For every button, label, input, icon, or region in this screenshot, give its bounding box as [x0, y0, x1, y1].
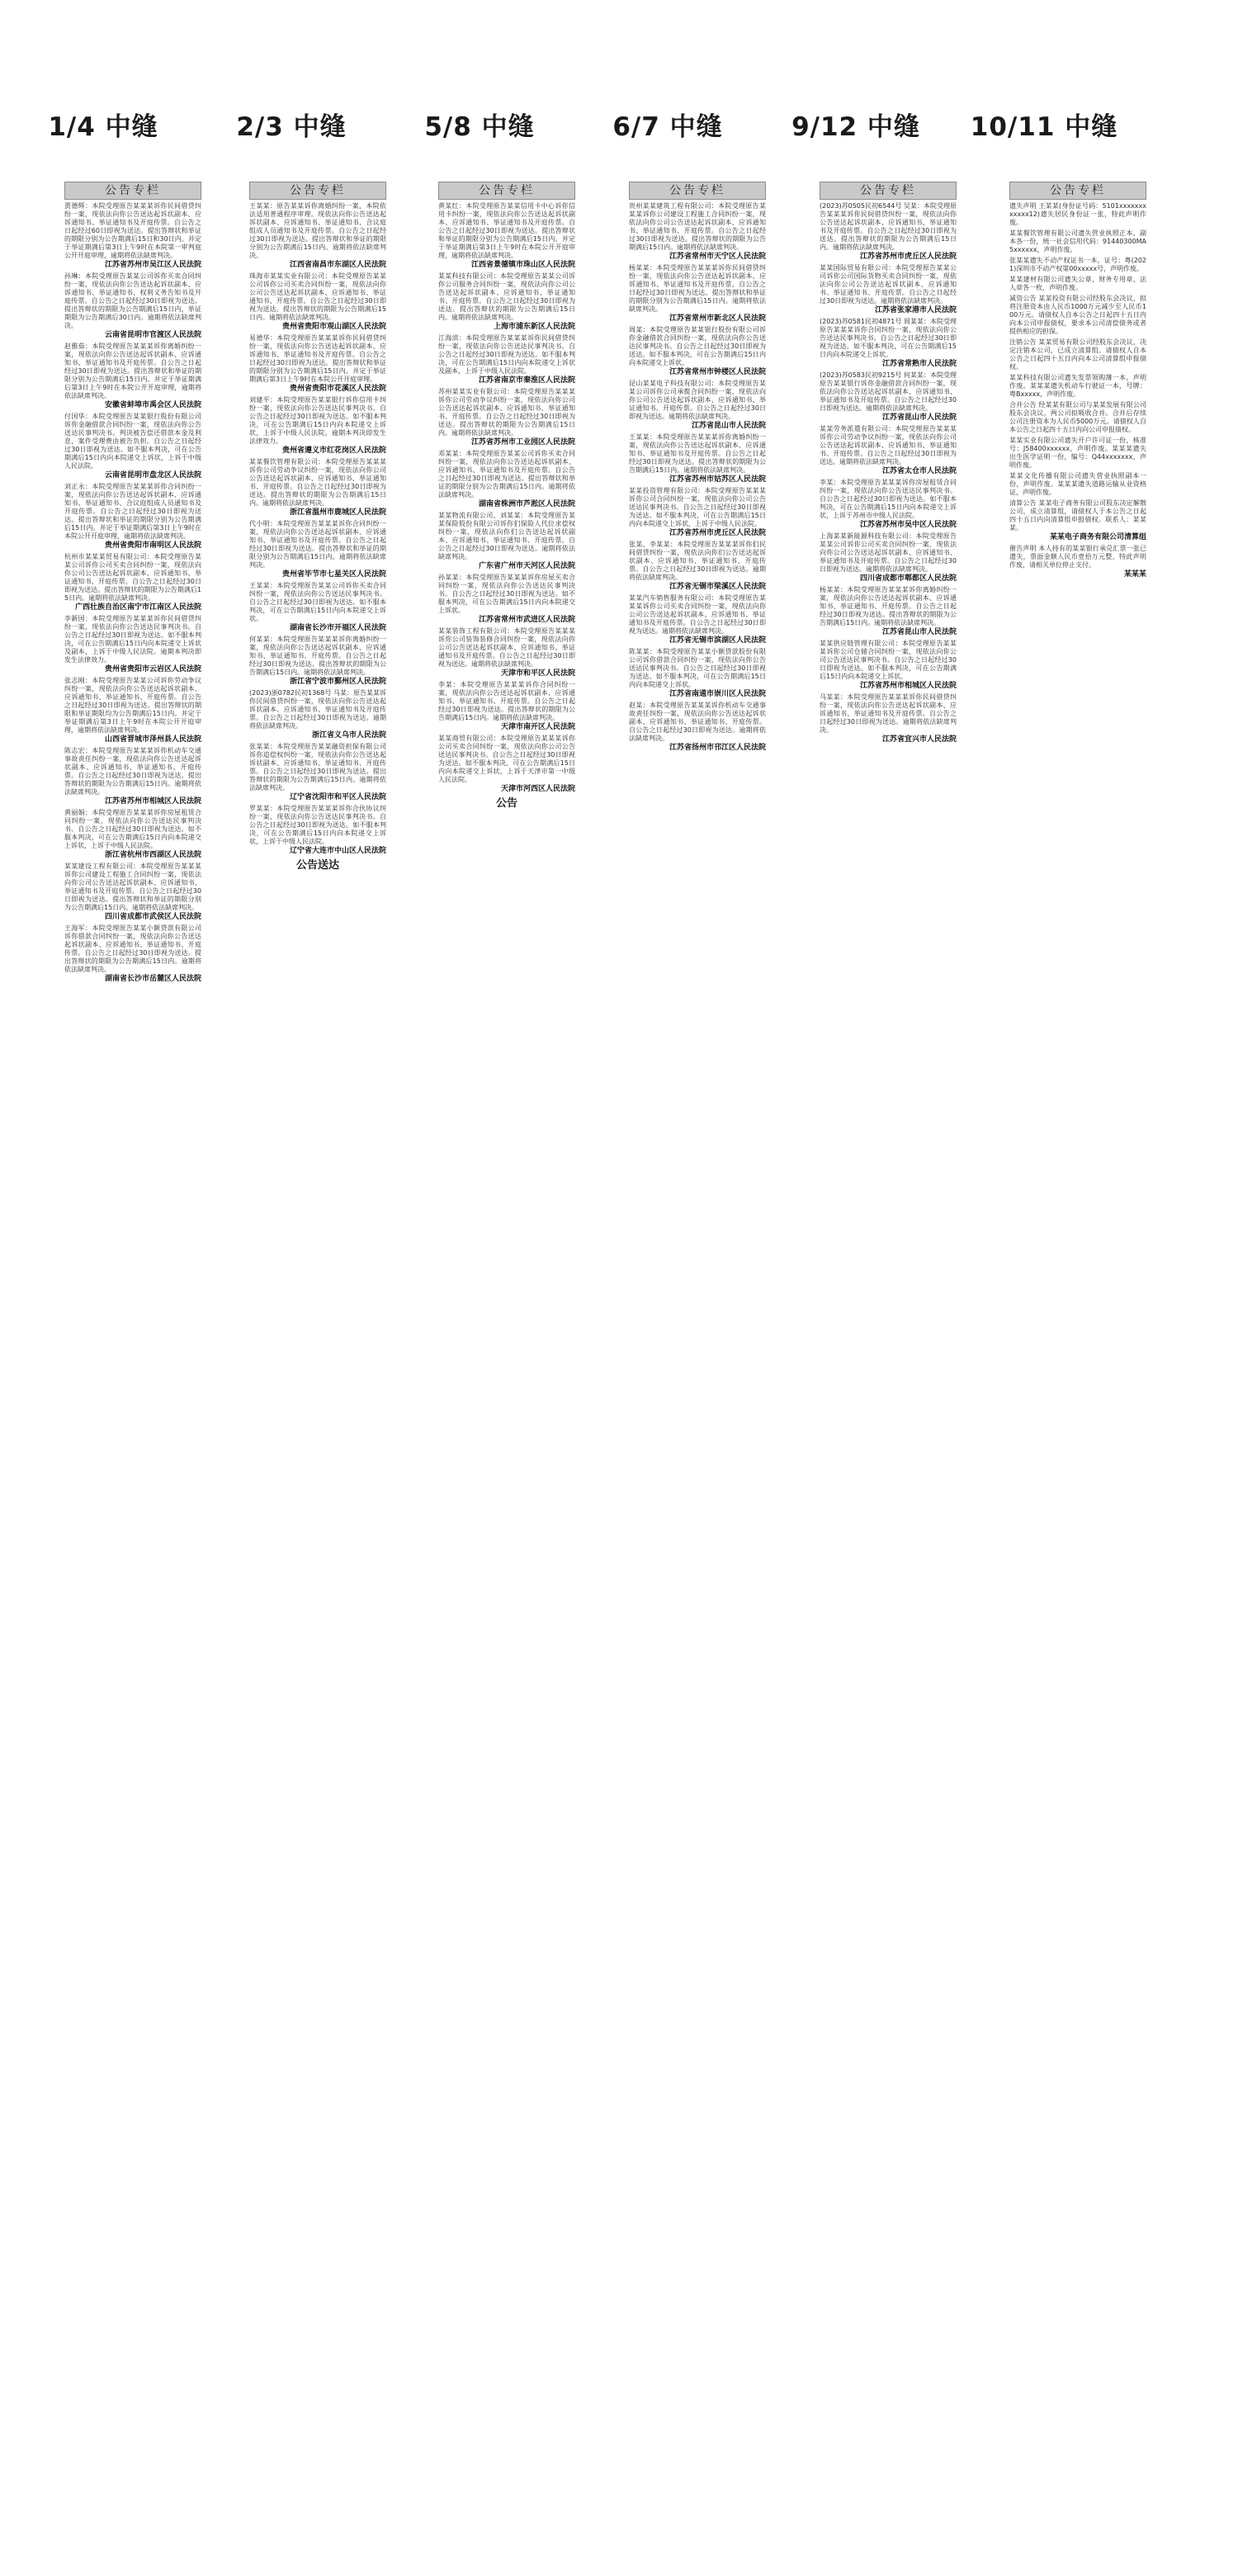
- notice-item: [438, 272, 575, 332]
- column-body: [629, 200, 766, 753]
- notice-item: [1009, 257, 1146, 273]
- notice-item: [1009, 276, 1146, 292]
- column-header: 公告专栏: [1009, 182, 1146, 200]
- notice-issuer: 浙江省温州市鹿城区人民法院: [289, 508, 386, 517]
- notice-issuer: 湖南省长沙市岳麓区人民法院: [104, 975, 201, 983]
- notice-issuer: 江苏省昆山市人民法院: [881, 414, 957, 422]
- notice-text: 易德华：本院受理原告某某某诉你民间借贷纠纷一案，现依法向你公告送达起诉状副本、应诉通知书、举证通知书及开庭传票。自公告之日起经过30日即视为送达。提出答辩状和举证的期限分别为公告期满后15日内。并定于举证期满后第3日上午9时在本院公开开庭审理。: [249, 334, 386, 383]
- column-label-3: 5/8 中缝: [424, 112, 535, 142]
- notice-item: [438, 334, 575, 385]
- notice-item: [1009, 545, 1146, 579]
- notice-issuer: 云南省昆明市盘龙区人民法院: [104, 471, 201, 480]
- notice-item: [438, 735, 575, 794]
- notice-text: 王某某：本院受理原告某某公司诉你买卖合同纠纷一案，现依法向你公告送达民事判决书。自公告之日起经过30日即视为送达。如不服本判决，可在公告期满后15日内向本院递交上诉状。: [249, 582, 386, 622]
- notice-text: 陈某某：本院受理原告某某小额贷款股份有限公司诉你借款合同纠纷一案，现依法向你公告送达民事判决书。自公告之日起经过30日即视为送达。如不服本判决，可在公告期满后15日内向本院递交上诉状。: [629, 648, 766, 688]
- notice-issuer: 广东省广州市天河区人民法院: [478, 562, 575, 570]
- notice-text: 王海军：本院受理原告某某小额贷款有限公司诉你借款合同纠纷一案，现依法向你公告送达起诉状副本、应诉通知书、举证通知书、开庭传票。自公告之日起经过30日即视为送达。提出答辩状的期限为公告期满后15日内。逾期将依法缺席判决。: [64, 924, 201, 973]
- notice-text: 李某：本院受理原告某某某诉你房屋租赁合同纠纷一案，现依法向你公告送达民事判决书。自公告之日起经过30日即视为送达。如不服本判决，可在公告期满后15日内向本院递交上诉状，上诉于苏州市中级人民法院。: [820, 479, 957, 519]
- notice-item: [629, 648, 766, 699]
- notice-issuer: 贵州省毕节市七星关区人民法院: [281, 570, 386, 579]
- notice-item: [64, 863, 201, 922]
- notice-issuer: 江苏省太仓市人民法院: [881, 467, 957, 475]
- notice-text: (2023)苏0505民初6544号 吴某：本院受理原告某某某诉你民间借贷纠纷一案，现依法向你公告送达起诉状副本、应诉通知书、举证通知书及开庭传票。自公告之日起经过30日即视为送达。提出答辩状的期限为公告期满后15日内。逾期将依法缺席判决。: [820, 202, 957, 251]
- notice-item: [1009, 499, 1146, 542]
- section-title: 公告: [495, 797, 517, 810]
- notice-text: 陈志宏：本院受理原告某某某诉你机动车交通事故责任纠纷一案，现依法向你公告送达起诉状副本、应诉通知书、举证通知书、开庭传票。自公告之日起经过30日即视为送达。提出答辩状的期限为公告期满后15日内。逾期将依法缺席判决。: [64, 747, 201, 796]
- notice-column: [64, 182, 201, 2539]
- notice-issuer: 广西壮族自治区南宁市江南区人民法院: [74, 603, 201, 612]
- notice-text: 孙琳：本院受理原告某某公司诉你买卖合同纠纷一案，现依法向你公告送达起诉状副本、应诉通知书、举证通知书、权利义务告知书及开庭传票。自公告之日起经过30日即视为送达。提出答辩状的期限为公告期满后15日内，举证期限为公告期满后30日内。逾期将依法缺席判决。: [64, 272, 201, 329]
- notice-issuer: 贵州省遵义市红花岗区人民法院: [281, 447, 386, 455]
- notice-item: [629, 487, 766, 538]
- notice-item: [820, 202, 957, 262]
- notice-issuer: 贵州省贵阳市云岩区人民法院: [104, 665, 201, 674]
- notice-text: 黄丽娟：本院受理原告某某某诉你房屋租赁合同纠纷一案，现依法向你公告送达民事判决书。自公告之日起经过30日即视为送达。如不服本判决，可在公告期满后15日内向本院递交上诉状，上诉于中级人民法院。: [64, 809, 201, 849]
- notice-item: [64, 809, 201, 860]
- column-body: [1009, 200, 1146, 579]
- notice-text: 昆山某某电子科技有限公司：本院受理原告某某公司诉你公司承揽合同纠纷一案，现依法向你公司公告送达起诉状副本、应诉通知书、举证通知书、开庭传票。自公告之日起经过30日即视为送达。逾期将依法缺席判决。: [629, 380, 766, 420]
- notice-issuer: 上海市浦东新区人民法院: [493, 323, 575, 331]
- notice-text: 李新国：本院受理原告某某某诉你民间借贷纠纷一案，现依法向你公告送达民事判决书。自公告之日起经过30日即视为送达。如不服本判决，可在公告期满后15日内向本院递交上诉状及副本，上诉于中级人民法院。逾期本判决即发生法律效力。: [64, 615, 201, 664]
- notice-text: 清算公告 某某电子商务有限公司股东决定解散公司，成立清算组，请债权人于本公告之日起四十五日内向清算组申报债权。联系人：某某某。: [1009, 499, 1146, 532]
- notice-text: 张某某遗失不动产权证书一本，证号：粤(2021)深圳市不动产权第00xxxxx号，声明作废。: [1009, 257, 1146, 272]
- column-header: 公告专栏: [64, 182, 201, 200]
- notice-item: [1009, 229, 1146, 254]
- notice-issuer: 江苏省昆山市人民法院: [881, 628, 957, 636]
- notice-issuer: 四川省成都市武侯区人民法院: [104, 913, 201, 921]
- notice-text: 邓某某：本院受理原告某某公司诉你买卖合同纠纷一案，现依法向你公告送达起诉状副本、应诉通知书、举证通知书及开庭传票。自公告之日起经过30日即视为送达。提出答辩状和举证的期限分别为公告期满后15日内。逾期将依法缺席判决。: [438, 450, 575, 499]
- notice-text: 张某某：本院受理原告某某融资担保有限公司诉你追偿权纠纷一案，现依法向你公告送达起诉状副本、应诉通知书、举证通知书、开庭传票。自公告之日起经过30日即视为送达。提出答辩状的期限为公告期满后15日内。逾期将依法缺席判决。: [249, 743, 386, 792]
- notice-issuer: 湖南省长沙市开福区人民法院: [289, 624, 386, 632]
- notice-text: (2023)浙0782民初1368号 马某：原告某某诉你民间借贷纠纷一案，现依法向你公告送达起诉状副本、应诉通知书、举证通知书及开庭传票。自公告之日起经过30日即视为送达。逾期将依法缺席判决。: [249, 689, 386, 730]
- notice-text: 张志刚：本院受理原告某某公司诉你劳动争议纠纷一案，现依法向你公告送达起诉状副本、应诉通知书、举证通知书、开庭传票。自公告之日起经过30日即视为送达。提出答辩状的期限和举证期限均为公告期满后15日内。并定于举证期满后第3日上午9时在本院公开开庭审理，逾期将依法缺席判决。: [64, 677, 201, 734]
- notice-issuer: 江苏省苏州市吴中区人民法院: [859, 521, 957, 529]
- notice-issuer: 江苏省无锡市滨湖区人民法院: [669, 636, 766, 645]
- notice-issuer: 江苏省南通市崇川区人民法院: [669, 690, 766, 698]
- column-header: 公告专栏: [438, 182, 575, 200]
- notice-item: [64, 202, 201, 270]
- notice-item: [629, 380, 766, 431]
- notice-text: 苏州某某实业有限公司：本院受理原告某某某诉你公司劳动争议纠纷一案，现依法向你公司公告送达起诉状副本、应诉通知书、举证通知书、开庭传票。自公告之日起经过30日即视为送达。提出答辩状的期限为公告期满后15日内。逾期将依法缺席判决。: [438, 388, 575, 437]
- notice-text: 江海滨：本院受理原告某某某诉你民间借贷纠纷一案，现依法向你公告送达民事判决书。自公告之日起经过30日即视为送达。如不服本判决，可在公告期满后15日内向本院递交上诉状及副本，上诉于中级人民法院。: [438, 334, 575, 375]
- column-header: 公告专栏: [820, 182, 957, 200]
- notice-text: 刘正永：本院受理原告某某某诉你合同纠纷一案，现依法向你公告送达起诉状副本、应诉通知书、举证通知书、合议庭组成人员通知书及开庭传票。自公告之日起经过30日即视为送达。提出答辩状和举证的期限分别为公告期满后15日内。并定于举证期满后第3日上午9时在本院公开开庭审理，逾期将依法缺席判决。: [64, 483, 201, 540]
- notice-item: [249, 520, 386, 579]
- notice-issuer: 贵州省贵阳市南明区人民法院: [104, 541, 201, 550]
- notice-item: [64, 677, 201, 744]
- notice-column: [820, 182, 957, 2539]
- notice-issuer: 江苏省苏州市虎丘区人民法院: [669, 529, 766, 537]
- notice-item: [249, 272, 386, 332]
- notice-item: [820, 693, 957, 744]
- notice-issuer: 山西省晋城市泽州县人民法院: [104, 735, 201, 744]
- notice-issuer: 四川省成都市郫都区人民法院: [859, 574, 957, 583]
- notice-text: 某某科技有限公司：本院受理原告某某公司诉你公司服务合同纠纷一案，现依法向你公司公告送达起诉状副本、应诉通知书、举证通知书、开庭传票。自公告之日起经过30日即视为送达。提出答辩状的期限为公告期满后15日内。逾期将依法缺席判决。: [438, 272, 575, 321]
- notice-issuer: 天津市南开区人民法院: [500, 723, 575, 731]
- notice-issuer: 江苏省苏州市虎丘区人民法院: [859, 253, 957, 261]
- column-label-6: 10/11 中缝: [970, 112, 1118, 142]
- notice-item: [629, 264, 766, 324]
- notice-text: 某某文化传播有限公司遗失营业执照副本一份，声明作废。某某某遗失道路运输从业资格证，声明作废。: [1009, 472, 1146, 496]
- notice-text: 贾德辉：本院受理原告某某某诉你民间借贷纠纷一案，现依法向你公告送达起诉状副本、应诉通知书、举证通知书及开庭传票。自公告之日起经过60日即视为送达。提出答辩状和举证的期限分别为公告期满后15日和30日内。并定于举证期满后第3日上午9时在本院第一审判庭公开开庭审理，逾期将依法缺席判决。: [64, 202, 201, 259]
- notice-issuer: 江苏省张家港市人民法院: [874, 306, 957, 314]
- notice-issuer: 江苏省苏州市相城区人民法院: [859, 682, 957, 690]
- notice-text: 遗失声明 王某某(身份证号码：5101xxxxxxxxxxxx12)遗失居民身份证一张，特此声明作废。: [1009, 202, 1146, 226]
- notice-item: [64, 615, 201, 674]
- notice-item: [438, 450, 575, 509]
- notice-issuer: 贵州省贵阳市观山湖区人民法院: [281, 323, 386, 331]
- notice-item: [438, 681, 575, 732]
- notice-text: 杨某某：本院受理原告某某某诉你民间借贷纠纷一案，现依法向你公告送达起诉状副本、应诉通知书、举证通知书及开庭传票。自公告之日起经过30日即视为送达。提出答辩状和举证的期限分别为公告期满后15日内。逾期将依法缺席判决。: [629, 264, 766, 313]
- notice-item: [1009, 202, 1146, 227]
- notice-item: [249, 805, 386, 856]
- notice-text: 何某某：本院受理原告某某某诉你离婚纠纷一案，现依法向你公告送达起诉状副本、应诉通知书、举证通知书、开庭传票。自公告之日起经过30日即视为送达。提出答辩状的期限为公告期满后15日内。逾期将依法缺席判决。: [249, 636, 386, 676]
- notice-item: [629, 594, 766, 645]
- column-header: 公告专栏: [629, 182, 766, 200]
- notice-issuer: 江苏省常州市天宁区人民法院: [669, 253, 766, 261]
- notice-text: 某某国际贸易有限公司：本院受理原告某某公司诉你公司国际货物买卖合同纠纷一案，现依法向你公司公告送达起诉状副本、应诉通知书、举证通知书、开庭传票。自公告之日起经过30日即视为送达。逾期将依法缺席判决。: [820, 264, 957, 305]
- notice-issuer: 江苏省常州市钟楼区人民法院: [669, 368, 766, 376]
- notice-issuer: 江苏省苏州市姑苏区人民法院: [669, 475, 766, 484]
- notice-text: 某某建设工程有限公司：本院受理原告某某某诉你公司建设工程施工合同纠纷一案，现依法向你公司公告送达起诉状副本、应诉通知书、举证通知书及开庭传票。自公告之日起经过30日即视为送达。提出答辩状和举证的期限分别为公告期满后15日内。逾期将依法缺席判决。: [64, 863, 201, 911]
- notice-issuer: 辽宁省大连市中山区人民法院: [289, 847, 386, 855]
- notice-text: 付国华：本院受理原告某某银行股份有限公司诉你金融借款合同纠纷一案，现依法向你公告送达民事判决书。判决被告偿还借款本金及利息，案件受理费由被告负担。自公告之日起经过30日即视为送达。如不服本判决，可在公告期满后15日内向本院递交上诉状，上诉于中级人民法院。: [64, 413, 201, 470]
- notice-column: [438, 182, 575, 2539]
- notice-text: 某某汽车销售服务有限公司：本院受理原告某某某诉你公司买卖合同纠纷一案，现依法向你公司公告送达起诉状副本、应诉通知书、举证通知书及开庭传票。自公告之日起经过30日即视为送达。逾期将依法缺席判决。: [629, 594, 766, 635]
- notice-text: 王某某：本院受理原告某某某诉你离婚纠纷一案，现依法向你公告送达起诉状副本、应诉通知书、举证通知书及开庭传票。自公告之日起经过30日即视为送达。提出答辩状的期限为公告期满后15日内。逾期将依法缺席判决。: [629, 433, 766, 474]
- notice-item: [249, 202, 386, 270]
- notice-column: [629, 182, 766, 2539]
- notice-item: [629, 202, 766, 262]
- notice-text: 注销公告 某某贸易有限公司经股东会决议，决定注销本公司，已成立清算组。请债权人自本公告之日起四十五日内向本公司清算组申报债权。: [1009, 338, 1146, 371]
- column-label-2: 2/3 中缝: [236, 112, 347, 142]
- notice-item: [629, 702, 766, 753]
- notice-text: 李某：本院受理原告某某某诉你合同纠纷一案，现依法向你公告送达起诉状副本、应诉通知书、举证通知书、开庭传票。自公告之日起经过30日即视为送达。提出答辩状的期限为公告期满后15日内。逾期将依法缺席判决。: [438, 681, 575, 721]
- notice-text: (2023)苏0583民初9215号 何某某：本院受理原告某某银行诉你金融借款合同纠纷一案，现依法向你公告送达起诉状副本、应诉通知书、举证通知书及开庭传票。自公告之日起经过30日即视为送达。逾期将依法缺席判决。: [820, 371, 957, 412]
- notice-item: [1009, 472, 1146, 497]
- notice-item: [64, 413, 201, 480]
- notice-item: [629, 433, 766, 484]
- notice-issuer: 贵州省贵阳市花溪区人民法院: [289, 385, 386, 393]
- notice-issuer: 江苏省苏州市工业园区人民法院: [470, 438, 575, 447]
- notice-text: 某某供应链管理有限公司：本院受理原告某某某诉你公司仓储合同纠纷一案，现依法向你公司公告送达民事判决书。自公告之日起经过30日即视为送达。如不服本判决，可在公告期满后15日内向本院递交上诉状。: [820, 640, 957, 680]
- notice-item: [249, 458, 386, 518]
- notice-text: 刘建平：本院受理原告某某银行诉你信用卡纠纷一案，现依法向你公告送达民事判决书。自公告之日起经过30日即视为送达。如不服本判决，可在公告期满后15日内向本院递交上诉状，上诉于中级人民法院。逾期本判决即发生法律效力。: [249, 396, 386, 445]
- column-label-5: 9/12 中缝: [791, 112, 920, 142]
- notice-item: [820, 479, 957, 530]
- notice-text: 某某建材有限公司遗失公章、财务专用章、法人章各一枚，声明作废。: [1009, 276, 1146, 291]
- notice-item: [438, 574, 575, 625]
- notice-issuer: 某某电子商务有限公司清算组: [1049, 533, 1146, 541]
- notice-issuer: 江苏省南京市秦淮区人民法院: [478, 376, 575, 385]
- notice-item: [64, 747, 201, 806]
- notice-text: 马某某：本院受理原告某某某诉你民间借贷纠纷一案，现依法向你公告送达起诉状副本、应诉通知书、举证通知书及开庭传票。自公告之日起经过30日即视为送达。逾期将依法缺席判决。: [820, 693, 957, 734]
- notice-issuer: 辽宁省沈阳市和平区人民法院: [289, 793, 386, 801]
- notice-issuer: 江苏省常州市武进区人民法院: [478, 616, 575, 624]
- notice-item: [820, 425, 957, 476]
- notice-item: [820, 371, 957, 423]
- notice-issuer: 湖南省株洲市芦淞区人民法院: [478, 500, 575, 508]
- notice-item: [249, 636, 386, 687]
- notice-item: [438, 512, 575, 571]
- notice-text: 周某：本院受理原告某某银行股份有限公司诉你金融借款合同纠纷一案，现依法向你公告送达民事判决书。自公告之日起经过30日即视为送达。如不服本判决，可在公告期满后15日内向本院递交上诉状。: [629, 326, 766, 366]
- notice-issuer: 江苏省无锡市梁溪区人民法院: [669, 583, 766, 591]
- notice-item: [64, 343, 201, 410]
- notice-text: 赵某：本院受理原告某某某诉你机动车交通事故责任纠纷一案，现依法向你公告送达起诉状副本、应诉通知书、举证通知书、开庭传票。自公告之日起经过30日即视为送达。逾期将依法缺席判决。: [629, 702, 766, 742]
- column-body: [438, 200, 575, 811]
- notice-text: 张某、李某某：本院受理原告某某某诉你们民间借贷纠纷一案，现依法向你们公告送达起诉状副本、应诉通知书、举证通知书、开庭传票。自公告之日起经过30日即视为送达。逾期将依法缺席判决。: [629, 541, 766, 581]
- notice-text: 代小明：本院受理原告某某某诉你合同纠纷一案，现依法向你公告送达起诉状副本、应诉通知书、举证通知书及开庭传票。自公告之日起经过30日即视为送达。提出答辩状和举证的期限分别为公告期满后15日内。逾期将依法缺席判决。: [249, 520, 386, 569]
- notice-issuer: 安徽省蚌埠市禹会区人民法院: [104, 401, 201, 409]
- notice-text: 孙某某：本院受理原告某某某诉你房屋买卖合同纠纷一案，现依法向你公告送达民事判决书。自公告之日起经过30日即视为送达。如不服本判决，可在公告期满后15日内向本院递交上诉状。: [438, 574, 575, 614]
- column-label-1: 1/4 中缝: [48, 112, 158, 142]
- notice-issuer: 江苏省常熟市人民法院: [881, 360, 957, 368]
- notice-item: [438, 388, 575, 447]
- notice-issuer: 江苏省昆山市人民法院: [691, 422, 766, 430]
- notice-item: [1009, 295, 1146, 336]
- notice-item: [249, 689, 386, 740]
- notice-text: 某某商贸有限公司：本院受理原告某某某诉你公司买卖合同纠纷一案，现依法向你公司公告送达民事判决书。自公告之日起经过30日即视为送达。如不服本判决，可在公告期满后15日内向本院递交上诉状，上诉于天津市第一中级人民法院。: [438, 735, 575, 783]
- notice-item: [64, 272, 201, 340]
- notice-item: [820, 264, 957, 315]
- notice-text: (2023)苏0581民初4871号 周某某：本院受理原告某某某诉你合同纠纷一案，现依法向你公告送达民事判决书。自公告之日起经过30日即视为送达。如不服本判决，可在公告期满后15日内向本院递交上诉状。: [820, 318, 957, 358]
- notice-item: [438, 627, 575, 678]
- notice-item: [629, 326, 766, 377]
- notice-text: 王某某：原告某某诉你离婚纠纷一案，本院依法适用普通程序审理。现依法向你公告送达起诉状副本、应诉通知书、举证通知书、合议庭组成人员通知书及开庭传票。自公告之日起经过30日即视为送达。提出答辩状和举证的期限分别为公告期满后15日内。逾期将依法缺席判决。: [249, 202, 386, 259]
- notice-column: [249, 182, 386, 2539]
- column-body: [64, 200, 201, 984]
- notice-issuer: 浙江省宁波市鄞州区人民法院: [289, 678, 386, 686]
- notice-text: 某某投资管理有限公司：本院受理原告某某某诉你公司合同纠纷一案，现依法向你公司公告送达民事判决书。自公告之日起经过30日即视为送达。如不服本判决，可在公告期满后15日内向本院递交上诉状，上诉于中级人民法院。: [629, 487, 766, 527]
- notice-item: [1009, 437, 1146, 470]
- notice-item: [820, 532, 957, 584]
- notice-issuer: 天津市河西区人民法院: [500, 785, 575, 793]
- column-body: [249, 200, 386, 872]
- notice-item: [64, 553, 201, 612]
- notice-text: 某某物流有限公司、刘某某：本院受理原告某某保险股份有限公司诉你们保险人代位求偿权纠纷一案，现依法向你们公告送达起诉状副本、应诉通知书、举证通知书、开庭传票。自公告之日起经过30日即视为送达。逾期将依法缺席判决。: [438, 512, 575, 560]
- notice-item: [820, 318, 957, 369]
- notice-text: 杭州市某某某贸易有限公司：本院受理原告某某公司诉你公司买卖合同纠纷一案，现依法向你公司公告送达起诉状副本、应诉通知书、举证通知书、开庭传票。自公告之日起经过30日即视为送达。提出答辩状的期限为公告期满后15日内。逾期将依法缺席判决。: [64, 553, 201, 602]
- notice-text: 贵州某某建筑工程有限公司：本院受理原告某某某诉你公司建设工程施工合同纠纷一案，现依法向你公司公告送达起诉状副本、应诉通知书、举证通知书、开庭传票。自公告之日起经过30日即视为送达。提出答辩状的期限为公告期满后15日内。逾期将依法缺席判决。: [629, 202, 766, 251]
- notice-item: [64, 483, 201, 551]
- notice-issuer: 江苏省苏州市吴江区人民法院: [104, 261, 201, 269]
- notice-text: 黄某红：本院受理原告某某信用卡中心诉你信用卡纠纷一案，现依法向你公告送达起诉状副本、应诉通知书、举证通知书及开庭传票。自公告之日起经过30日即视为送达。提出答辩状和举证的期限分别为公告期满后15日内。并定于举证期满后第3日上午9时在本院公开开庭审理，逾期将依法缺席判决。: [438, 202, 575, 259]
- column-header: 公告专栏: [249, 182, 386, 200]
- notice-text: 催告声明 本人持有的某某银行承兑汇票一张已遗失，票面金额人民币壹拾万元整，特此声明作废，请相关单位停止支付。: [1009, 545, 1146, 569]
- notice-item: [438, 202, 575, 270]
- notice-issuer: 天津市和平区人民法院: [500, 669, 575, 678]
- column-label-4: 6/7 中缝: [612, 112, 723, 142]
- notice-item: [1009, 338, 1146, 371]
- notice-text: 某某科技有限公司遗失发票领购簿一本，声明作废。某某某遗失机动车行驶证一本，号牌：粤Bxxxxx，声明作废。: [1009, 374, 1146, 398]
- notice-item: [1009, 401, 1146, 434]
- notice-text: 某某劳务派遣有限公司：本院受理原告某某某诉你公司劳动争议纠纷一案，现依法向你公司公告送达起诉状副本、应诉通知书、举证通知书、开庭传票。自公告之日起经过30日即视为送达。逾期将依法缺席判决。: [820, 425, 957, 466]
- notice-text: 某某实业有限公司遗失开户许可证一份，核准号：J58400xxxxxx，声明作废。某某某遗失出生医学证明一份，编号：Q44xxxxxxx，声明作废。: [1009, 437, 1146, 469]
- column-body: [820, 200, 957, 744]
- notice-text: 上海某某新能源科技有限公司：本院受理原告某某公司诉你公司买卖合同纠纷一案，现依法向你公司公告送达起诉状副本、应诉通知书、举证通知书及开庭传票。自公告之日起经过30日即视为送达。逾期将依法缺席判决。: [820, 532, 957, 573]
- notice-issuer: 江苏省扬州市邗江区人民法院: [669, 744, 766, 752]
- notice-issuer: 浙江省杭州市西湖区人民法院: [104, 851, 201, 859]
- notice-text: 罗某某：本院受理原告某某某诉你合伙协议纠纷一案，现依法向你公告送达民事判决书。自公告之日起经过30日即视为送达。如不服本判决，可在公告期满后15日内向本院递交上诉状，上诉于中级人民法院。: [249, 805, 386, 845]
- notice-text: 某某装饰工程有限公司：本院受理原告某某某诉你公司装饰装修合同纠纷一案，现依法向你公司公告送达起诉状副本、应诉通知书、举证通知书及开庭传票。自公告之日起经过30日即视为送达。逾期将依法缺席判决。: [438, 627, 575, 668]
- notice-issuer: 江西省景德镇市珠山区人民法院: [470, 261, 575, 269]
- notice-item: [1009, 374, 1146, 399]
- notice-item: [64, 924, 201, 984]
- notice-text: 某某餐饮管理有限公司遗失营业执照正本、副本各一份，统一社会信用代码：91440300MA5xxxxxx，声明作废。: [1009, 229, 1146, 253]
- notice-item: [249, 396, 386, 456]
- notice-issuer: 江苏省常州市新北区人民法院: [669, 314, 766, 323]
- notice-item: [629, 541, 766, 592]
- notice-text: 珠海市某某实业有限公司：本院受理原告某某公司诉你公司买卖合同纠纷一案，现依法向你公司公告送达起诉状副本、应诉通知书、举证通知书、开庭传票。自公告之日起经过30日即视为送达。提出答辩状的期限为公告期满后15日内。逾期将依法缺席判决。: [249, 272, 386, 321]
- notice-text: 赵雅茹：本院受理原告某某某诉你离婚纠纷一案，现依法向你公告送达起诉状副本、应诉通知书、举证通知书及开庭传票。自公告之日起经过30日即视为送达。提出答辩状和举证的期限分别为公告期满后15日内。并定于举证期满后第3日上午9时在本院公开开庭审理，逾期将依法缺席判决。: [64, 343, 201, 399]
- notice-issuer: 江西省南昌市东湖区人民法院: [289, 261, 386, 269]
- notice-issuer: 江苏省苏州市相城区人民法院: [104, 797, 201, 806]
- notice-issuer: 江苏省宜兴市人民法院: [881, 735, 957, 744]
- notice-item: [820, 640, 957, 691]
- notice-text: 某某餐饮管理有限公司：本院受理原告某某某诉你公司劳动争议纠纷一案，现依法向你公司公告送达起诉状副本、应诉通知书、举证通知书、开庭传票。自公告之日起经过30日即视为送达。提出答辩状的期限为公告期满后15日内。逾期将依法缺席判决。: [249, 458, 386, 507]
- notice-issuer: 某某某: [1123, 570, 1146, 579]
- notice-column: [1009, 182, 1146, 2539]
- section-title: 公告送达: [295, 859, 339, 872]
- notice-issuer: 浙江省义乌市人民法院: [311, 731, 386, 740]
- notice-text: 减资公告 某某投资有限公司经股东会决议，拟将注册资本由人民币1000万元减少至人民币100万元。请债权人自本公告之日起四十五日内向本公司申报债权，要求本公司清偿债务或者提供相应的担保。: [1009, 295, 1146, 335]
- notice-item: [820, 586, 957, 637]
- notice-text: 杨某某：本院受理原告某某某诉你离婚纠纷一案，现依法向你公告送达起诉状副本、应诉通知书、举证通知书、开庭传票。自公告之日起经过30日即视为送达。提出答辩状的期限为公告期满后15日内。逾期将依法缺席判决。: [820, 586, 957, 626]
- notice-item: [249, 334, 386, 394]
- notice-item: [249, 743, 386, 802]
- notice-issuer: 云南省昆明市官渡区人民法院: [104, 331, 201, 339]
- notice-text: 合并公告 经某某有限公司与某某发展有限公司股东会决议，两公司拟吸收合并。合并后存续公司注册资本为人民币5000万元。请债权人自本公告之日起四十五日内向公司申报债权。: [1009, 401, 1146, 433]
- notice-item: [249, 582, 386, 633]
